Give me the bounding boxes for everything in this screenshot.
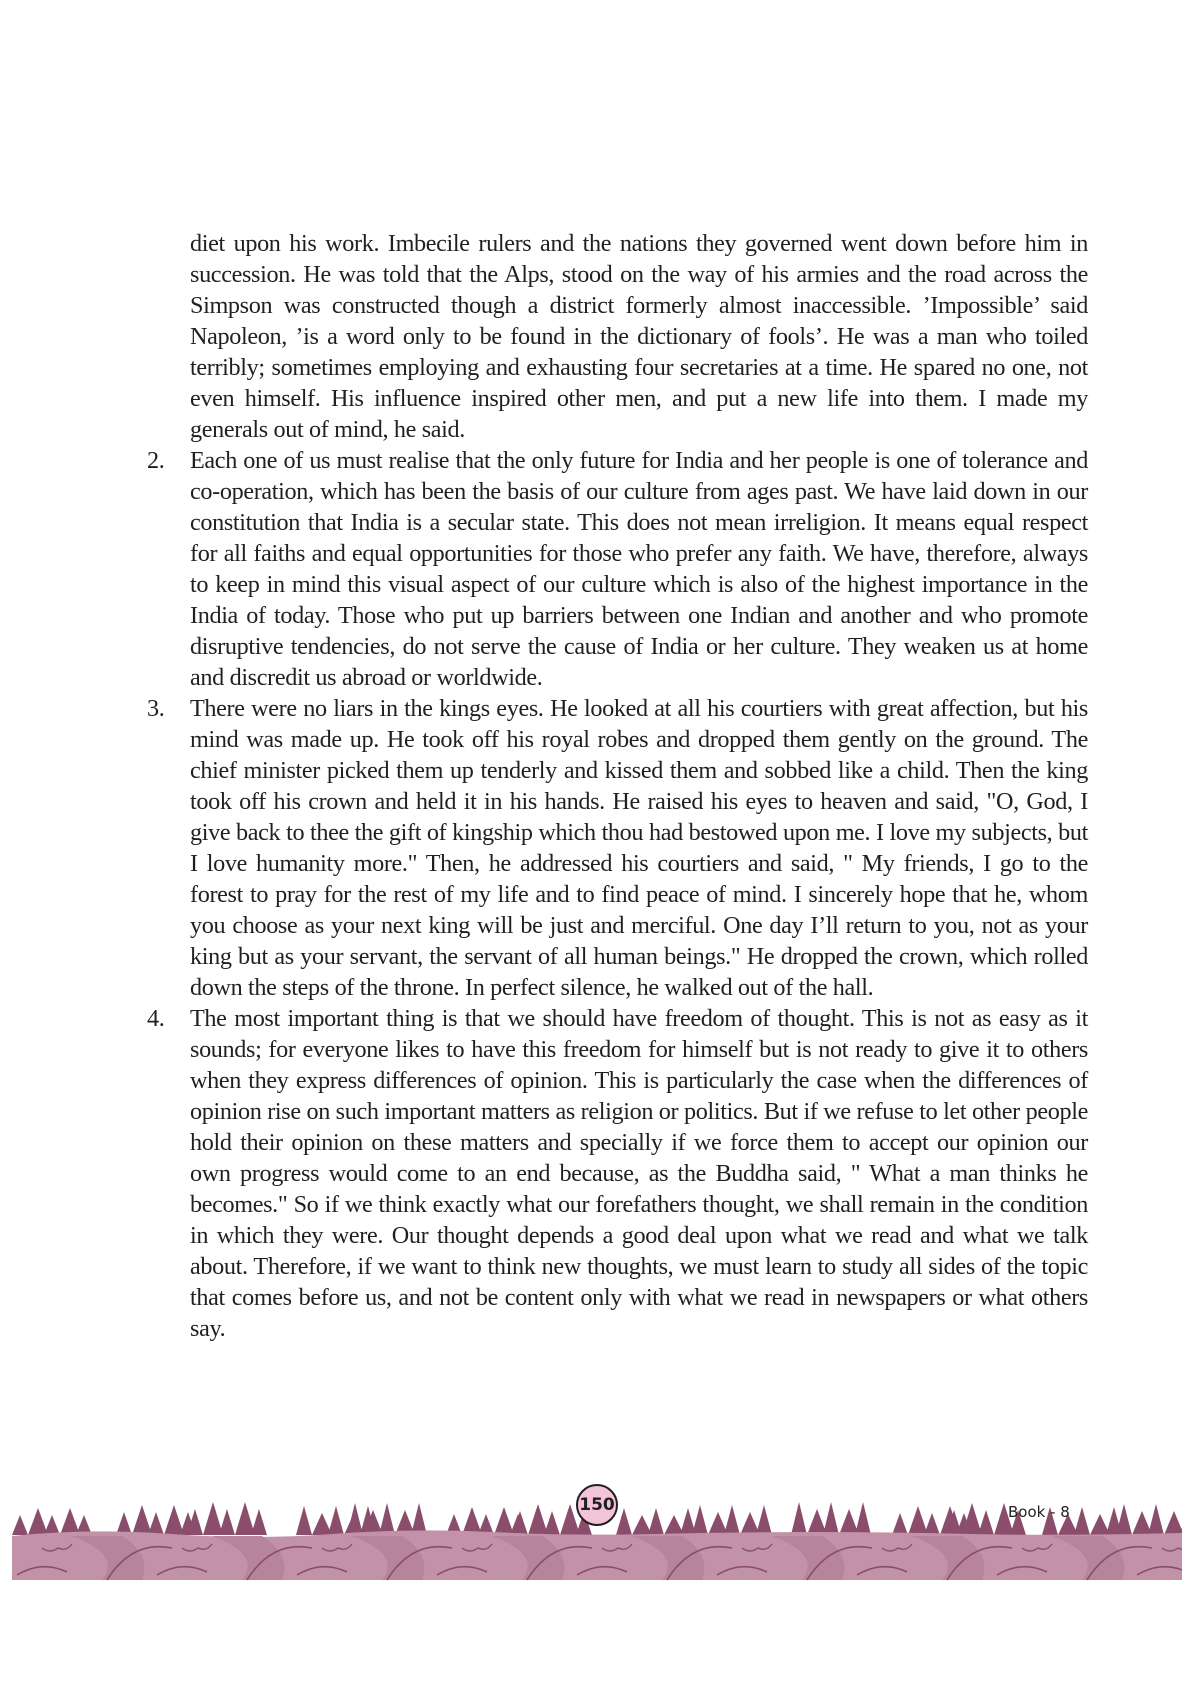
pine-tree-icon — [462, 1507, 482, 1535]
item-number: 3. — [147, 695, 165, 722]
pine-tree-icon — [203, 1502, 223, 1535]
numbered-item — [147, 693, 1088, 1003]
item-number: 2. — [147, 447, 165, 474]
pine-tree-icon — [132, 1505, 152, 1535]
pine-tree-icon — [648, 1508, 664, 1535]
pine-tree-icon — [28, 1508, 48, 1535]
continuation-paragraph: diet upon his work. Imbecile rulers and the nations they governed went down before him in succession. He was told that the Alps, stood on the way of his armies and the road across the Simpson was constructed though a district formerly almost inaccessible. ’Impossible’ said Napoleon, ’is a word only to be found in the dictionary of fools’. He was a man who toiled terribly; sometimes employing and exhausting four secretaries at a time. He spared no one, not even himself. His influence inspired other men, and put a new life into them. I made my generals out of mind, he said. — [190, 230, 1088, 443]
pine-tree-icon — [756, 1505, 772, 1535]
pine-tree-icon — [924, 1513, 940, 1535]
pine-tree-icon — [616, 1508, 632, 1535]
hills-layer — [12, 1530, 1182, 1580]
pine-tree-icon — [528, 1504, 548, 1535]
pine-tree-icon — [235, 1502, 255, 1535]
pine-tree-icon — [1148, 1504, 1164, 1535]
page-number: 150 — [579, 1495, 615, 1515]
pine-tree-icon — [908, 1506, 928, 1535]
numbered-item — [147, 1003, 1088, 1344]
pine-tree-icon — [296, 1506, 312, 1535]
pine-tree-icon — [116, 1512, 132, 1535]
pine-tree-icon — [892, 1513, 908, 1535]
pine-tree-icon — [791, 1502, 807, 1535]
item-text: The most important thing is that we should have freedom of thought. This is not as easy as it sounds; for everyone likes to have this freedom for himself but is not ready to give it to others when they express differences of opinion. This is particularly the case when the differences of opinion rise on such important matters as religion or politics. But if we refuse to let other people hold their opinion on these matters and specially if we force them to accept our opinion our own progress would come to an end because, as the Buddha said, " What a man thinks he becomes." So if we think exactly what our forefathers thought, we shall remain in the condition in which they were. Our thought depends a good deal upon what we read and what we talk about. Therefore, if we want to think new thoughts, we must learn to study all sides of the topic that comes before us, and not be content only with what we read in newspapers or what others say. — [190, 1005, 1088, 1342]
pine-tree-icon — [494, 1507, 514, 1535]
pine-tree-icon — [1164, 1511, 1182, 1535]
pine-tree-icon — [855, 1502, 871, 1535]
book-label: Book - 8 — [1008, 1503, 1070, 1521]
pine-tree-icon — [379, 1503, 395, 1535]
pine-tree-icon — [544, 1511, 560, 1535]
pine-tree-icon — [512, 1511, 528, 1535]
pine-tree-icon — [347, 1503, 363, 1535]
body-text — [147, 228, 1088, 1344]
pine-tree-icon — [164, 1505, 184, 1535]
item-number: 4. — [147, 1005, 165, 1032]
pine-tree-icon — [251, 1509, 267, 1535]
pine-tree-icon — [60, 1508, 80, 1535]
numbered-item — [147, 445, 1088, 693]
pine-tree-icon — [44, 1515, 60, 1535]
pine-tree-icon — [1116, 1504, 1132, 1535]
pine-tree-icon — [12, 1515, 28, 1535]
pine-tree-icon — [148, 1512, 164, 1535]
pine-tree-icon — [692, 1505, 708, 1535]
pine-tree-icon — [978, 1510, 994, 1535]
pine-tree-icon — [219, 1509, 235, 1535]
pine-tree-icon — [328, 1506, 344, 1535]
pine-tree-icon — [1074, 1507, 1090, 1535]
item-text: Each one of us must realise that the only future for India and her people is one of tolerance and co-operation, which has been the basis of our culture from ages past. We have laid down in our constitution that India is a secular state. This does not mean irreligion. It means equal respect for all faiths and equal opportunities for those who prefer any faith. We have, therefore, always to keep in mind this visual aspect of our culture which is also of the highest importance in the India of today. Those who put up barriers between one Indian and another and who promote disruptive tendencies, do not serve the cause of India or her culture. They weaken us at home and discredit us abroad or worldwide. — [190, 447, 1088, 691]
page-number-badge — [576, 1484, 618, 1526]
pine-tree-icon — [823, 1502, 839, 1535]
hill-band — [12, 1530, 1182, 1580]
item-text: There were no liars in the kings eyes. He looked at all his courtiers with great affection, but his mind was made up. He took off his royal robes and dropped them gently on the ground. The chief minister picked them up tenderly and kissed them and sobbed like a child. Then the king took off his crown and held it in his hands. He raised his eyes to heaven and said, "O, God, I give back to thee the gift of kingship which thou had bestowed upon me. I love my subjects, but I love humanity more." Then, he addressed his courtiers and said, " My friends, I go to the forest to pray for the rest of my life and to find peace of mind. I sincerely hope that he, whom you choose as your next king will be just and merciful. One day I’ll return to you, not as your king but as your servant, the servant of all human beings." He dropped the crown, which rolled down the steps of the throne. In perfect silence, he walked out of the hall. — [190, 695, 1088, 1001]
pine-tree-icon — [411, 1503, 427, 1535]
pine-tree-icon — [724, 1505, 740, 1535]
